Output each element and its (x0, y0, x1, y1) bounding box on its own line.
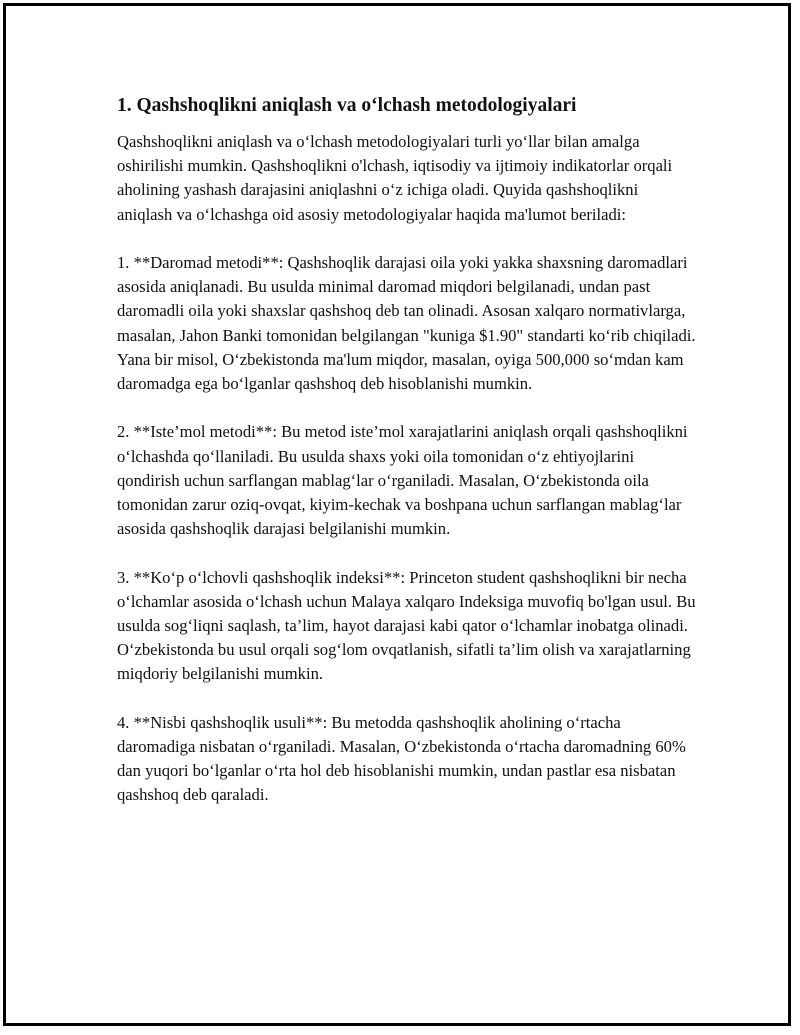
relative-poverty-paragraph: 4. **Nisbi qashshoqlik usuli**: Bu metodda qashshoqlik aholining o‘rtacha daromadiga nisbatan o‘rganiladi. Masalan, O‘zbekistonda o‘rtacha daromadning 60% dan yuqori bo‘lganlar o‘rta hol deb hisoblanishi mumkin, undan pastlar esa nisbatan qashshoq deb qaraladi. (117, 712, 686, 805)
income-method-paragraph: 1. **Daromad metodi**: Qashshoqlik darajasi oila yoki yakka shaxsning daromadlari asosida aniqlanadi. Bu usulda minimal daromad miqdori belgilanadi, undan past daromadli oila yoki shaxslar qashshoq deb tan olinadi. Asosan xalqaro normativlarga, masalan, Jahon Banki tomonidan belgilangan "kuniga $1.90" standarti ko‘rib chiqiladi. Yana bir misol, O‘zbekistonda ma'lum miqdor, masalan, oyiga 500,000 so‘mdan kam daromadga ega bo‘lganlar qashshoq deb hisoblanishi mumkin. (117, 253, 696, 394)
section-heading: 1. Qashshoqlikni aniqlash va o‘lchash metodologiyalari (117, 95, 577, 116)
multidimensional-index-paragraph: 3. **Ko‘p o‘lchovli qashshoqlik indeksi**: Princeton student qashshoqlikni bir necha o‘lchamlar asosida o‘lchash uchun Malaya xalqaro Indeksiga muvofiq bo'lgan usul. Bu usulda sog‘liqni saqlash, ta’lim, hayot darajasi kabi qator o‘lchamlar inobatga olinadi. O‘zbekistonda bu usul orqali sog‘lom ovqatlanish, sifatli ta’lim olish va xarajatlarning miqdoriy belgilanishi mumkin. (117, 567, 696, 684)
intro-paragraph: Qashshoqlikni aniqlash va o‘lchash metodologiyalari turli yo‘llar bilan amalga oshirilishi mumkin. Qashshoqlikni o'lchash, iqtisodiy va ijtimoiy indikatorlar orqali aholining yashash darajasini aniqlashni o‘z ichiga oladi. Quyida qashshoqlikni aniqlash va o‘lchashga oid asosiy metodologiyalar haqida ma'lumot beriladi: (117, 132, 673, 224)
consumption-method-paragraph: 2. **Iste’mol metodi**: Bu metod iste’mol xarajatlarini aniqlash orqali qashshoqlikni o‘lchashda qo‘llaniladi. Bu usulda shaxs yoki oila tomonidan o‘z ehtiyojlarini qondirish uchun sarflangan mablag‘lar o‘rganiladi. Masalan, O‘zbekistonda oila tomonidan zarur oziq-ovqat, kiyim-kechak va boshpana uchun sarflangan mablag‘lar asosida qashshoqlik darajasi belgilanishi mumkin. (117, 422, 688, 539)
document-body (117, 92, 697, 808)
